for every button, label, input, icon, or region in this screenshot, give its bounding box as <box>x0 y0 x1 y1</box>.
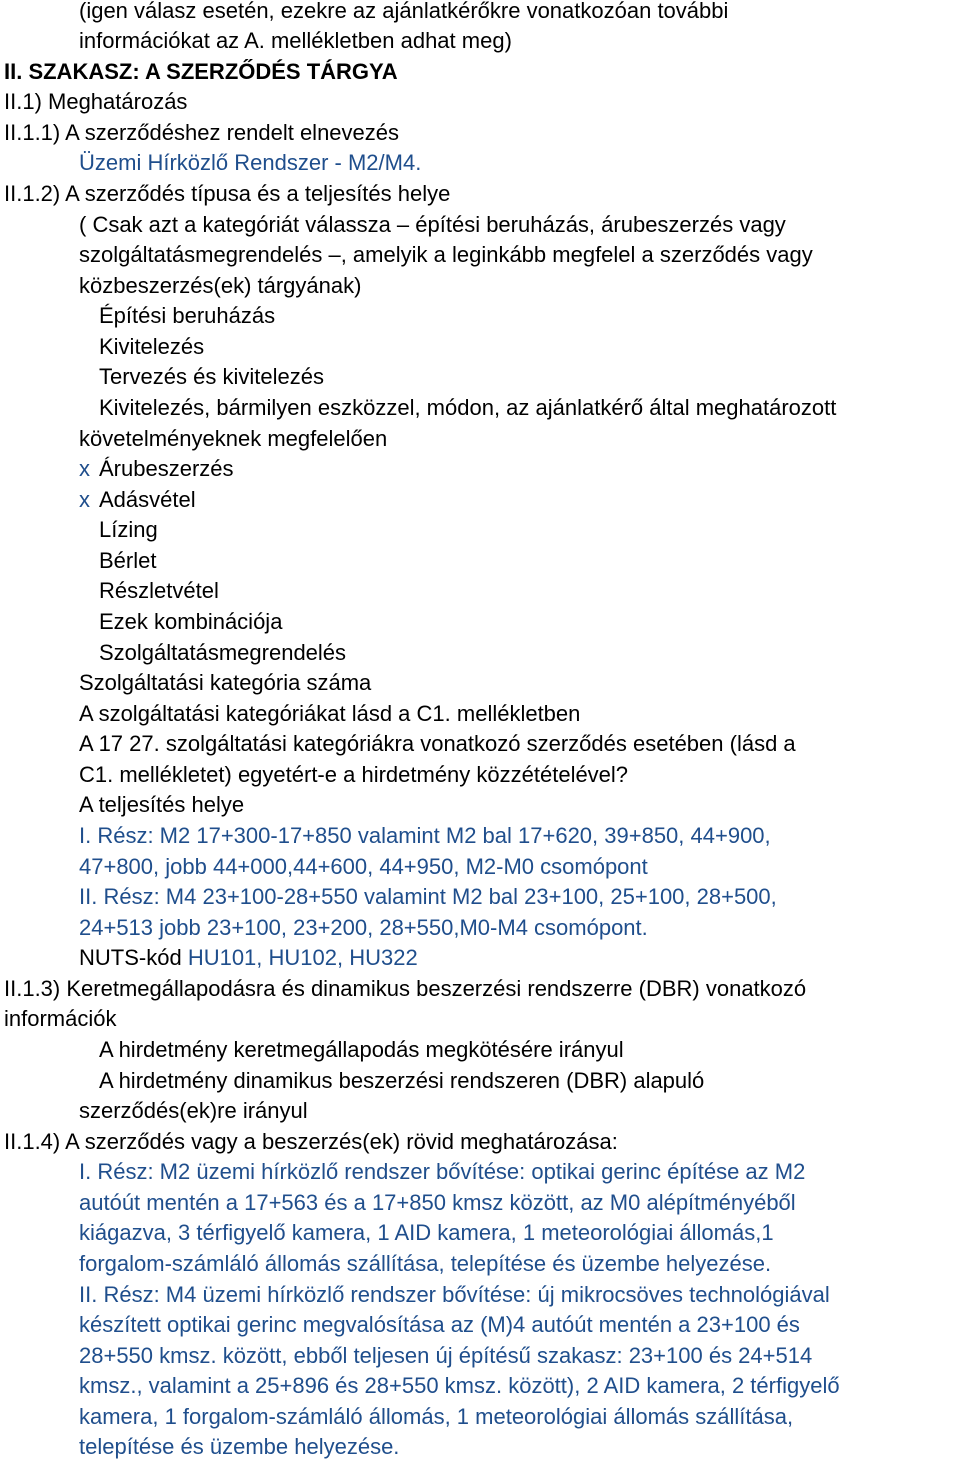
text-line: Szolgáltatási kategória száma <box>79 670 372 695</box>
subsection-heading: információk <box>4 1006 117 1031</box>
option-label: A hirdetmény dinamikus beszerzési rendszeren (DBR) alapuló <box>99 1068 705 1093</box>
option-label: Lízing <box>99 517 158 542</box>
text-line: A 17 27. szolgáltatási kategóriákra vonatkozó szerződés esetében (lásd a <box>79 731 796 756</box>
text-line: A teljesítés helye <box>79 792 245 817</box>
description-value: készített optikai gerinc megvalósítása az (M)4 autóút mentén a 23+100 és <box>79 1312 800 1337</box>
text-line: szolgáltatásmegrendelés –, amelyik a leginkább megfelel a szerződés vagy <box>79 242 813 267</box>
option-label: Részletvétel <box>99 578 219 603</box>
text-line: A szolgáltatási kategóriákat lásd a C1. mellékletben <box>79 701 581 726</box>
description-value: I. Rész: M2 üzemi hírközlő rendszer bővítése: optikai gerinc építése az M2 <box>79 1159 806 1184</box>
option-label: Kivitelezés, bármilyen eszközzel, módon, az ajánlatkérő által meghatározott <box>99 395 837 420</box>
text-line: C1. mellékletet) egyetért-e a hirdetmény közzétételével? <box>79 762 629 787</box>
location-value: 47+800, jobb 44+000,44+600, 44+950, M2-M0 csomópont <box>79 854 648 879</box>
location-value: I. Rész: M2 17+300-17+850 valamint M2 bal 17+620, 39+850, 44+900, <box>79 823 771 848</box>
section-heading: II. SZAKASZ: A SZERZŐDÉS TÁRGYA <box>4 59 398 84</box>
option-label: Szolgáltatásmegrendelés <box>99 640 347 665</box>
text-line: ( Csak azt a kategóriát válassza – építési beruházás, árubeszerzés vagy <box>79 212 786 237</box>
option-label: A hirdetmény keretmegállapodás megkötésére irányul <box>99 1037 624 1062</box>
location-value: 24+513 jobb 23+100, 23+200, 28+550,M0-M4 csomópont. <box>79 915 648 940</box>
description-value: kmsz., valamint a 25+896 és 28+550 kmsz. között), 2 AID kamera, 2 térfigyelő <box>79 1373 840 1398</box>
option-label: Tervezés és kivitelezés <box>99 364 324 389</box>
option-label: Építési beruházás <box>99 303 276 328</box>
option-label: Kivitelezés <box>99 334 205 359</box>
option-label: szerződés(ek)re irányul <box>79 1098 308 1123</box>
subsection-heading: II.1.4) A szerződés vagy a beszerzés(ek) rövid meghatározása: <box>4 1129 618 1154</box>
option-label: követelményeknek megfelelően <box>79 426 388 451</box>
nuts-label-text: NUTS-kód <box>79 945 182 970</box>
nuts-label <box>79 943 418 973</box>
subsection-heading: II.1.3) Keretmegállapodásra és dinamikus beszerzési rendszerre (DBR) vonatkozó <box>4 976 807 1001</box>
check-mark: x <box>79 487 90 512</box>
text-line: közbeszerzés(ek) tárgyának) <box>79 273 362 298</box>
text-line: (igen válasz esetén, ezekre az ajánlatkérőkre vonatkozóan további <box>79 0 729 23</box>
description-value: 28+550 kmsz. között, ebből teljesen új építésű szakasz: 23+100 és 24+514 <box>79 1343 813 1368</box>
description-value: kamera, 1 forgalom-számláló állomás, 1 meteorológiai állomás szállítása, <box>79 1404 794 1429</box>
subsection-heading: II.1.2) A szerződés típusa és a teljesítés helye <box>4 181 451 206</box>
description-value: autóút mentén a 17+563 és a 17+850 kmsz között, az M0 alépítményéből <box>79 1190 796 1215</box>
option-label: Adásvétel <box>99 487 196 512</box>
subsection-heading: II.1) Meghatározás <box>4 89 188 114</box>
location-value: II. Rész: M4 23+100-28+550 valamint M2 bal 23+100, 25+100, 28+500, <box>79 884 777 909</box>
contract-title-value: Üzemi Hírközlő Rendszer - M2/M4. <box>79 150 422 175</box>
option-label: Ezek kombinációja <box>99 609 283 634</box>
description-value: forgalom-számláló állomás szállítása, telepítése és üzembe helyezése. <box>79 1251 772 1276</box>
subsection-heading: II.1.1) A szerződéshez rendelt elnevezés <box>4 120 400 145</box>
check-mark: x <box>79 456 90 481</box>
nuts-codes-value: HU101, HU102, HU322 <box>187 945 418 970</box>
text-line: információkat az A. mellékletben adhat meg) <box>79 28 512 53</box>
description-value: telepítése és üzembe helyezése. <box>79 1434 400 1459</box>
option-label: Árubeszerzés <box>99 456 234 481</box>
description-value: kiágazva, 3 térfigyelő kamera, 1 AID kamera, 1 meteorológiai állomás,1 <box>79 1220 774 1245</box>
option-label: Bérlet <box>99 548 157 573</box>
description-value: II. Rész: M4 üzemi hírközlő rendszer bővítése: új mikrocsöves technológiával <box>79 1282 830 1307</box>
